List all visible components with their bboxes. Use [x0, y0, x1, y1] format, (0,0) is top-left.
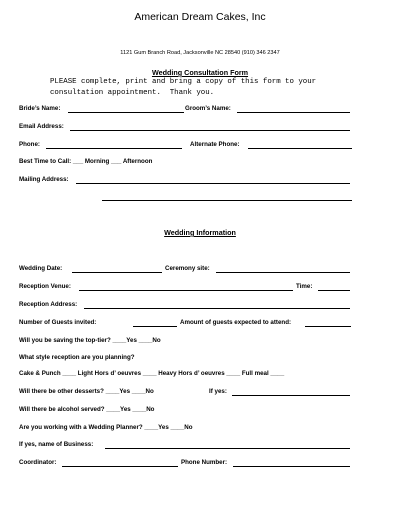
- section-title: Wedding Information: [164, 228, 236, 237]
- alt-phone-label: Alternate Phone:: [190, 141, 240, 148]
- bride-field[interactable]: [68, 112, 184, 113]
- venue-field[interactable]: [79, 290, 293, 291]
- reception-address-field[interactable]: [84, 308, 350, 309]
- mailing-field[interactable]: [76, 183, 350, 184]
- alt-phone-field[interactable]: [248, 148, 352, 149]
- guests-label: Number of Guests invited:: [19, 319, 97, 326]
- business-field[interactable]: [105, 448, 350, 449]
- intro-text: PLEASE complete, print and bring a copy of this form to your consultation appointment. Thank you.: [50, 78, 317, 97]
- ceremony-field[interactable]: [216, 272, 350, 273]
- email-field[interactable]: [70, 130, 350, 131]
- ceremony-label: Ceremony site:: [165, 265, 210, 272]
- mailing-field-2[interactable]: [102, 200, 352, 201]
- reception-address-label: Reception Address:: [19, 301, 78, 308]
- form-title: Wedding Consultation Form: [151, 68, 249, 77]
- company-title: American Dream Cakes, Inc: [134, 11, 266, 23]
- company-address: 1121 Gum Branch Road, Jacksonville NC 28540 (910) 346 2347: [120, 50, 280, 56]
- coordinator-label: Coordinator:: [19, 459, 57, 466]
- phone-number-label: Phone Number:: [181, 459, 228, 466]
- phone-number-field[interactable]: [233, 466, 350, 467]
- desserts-field[interactable]: [232, 395, 350, 396]
- style-question: What style reception are you planning?: [19, 354, 135, 361]
- guests-expected-field[interactable]: [305, 326, 351, 327]
- email-label: Email Address:: [19, 123, 64, 130]
- time-label: Time:: [296, 283, 313, 290]
- mailing-label: Mailing Address:: [19, 176, 69, 183]
- guests-expected-label: Amount of guests expected to attend:: [180, 319, 292, 326]
- best-time-label: Best Time to Call: ___ Morning ___ Afternoon: [19, 158, 153, 165]
- planner-question: Are you working with a Wedding Planner? ____Yes ____No: [19, 424, 193, 431]
- wedding-date-label: Wedding Date:: [19, 265, 63, 272]
- phone-label: Phone:: [19, 141, 40, 148]
- alcohol-question: Will there be alcohol served? ____Yes ____No: [19, 406, 155, 413]
- phone-field[interactable]: [46, 148, 182, 149]
- coordinator-field[interactable]: [62, 466, 178, 467]
- groom-field[interactable]: [237, 112, 350, 113]
- if-yes-label: If yes:: [209, 388, 227, 395]
- bride-label: Bride’s Name:: [19, 105, 61, 112]
- business-label: If yes, name of Business:: [19, 441, 94, 448]
- venue-label: Reception Venue:: [19, 283, 71, 290]
- guests-field[interactable]: [133, 326, 177, 327]
- desserts-question: Will there be other desserts? ____Yes ____No: [19, 388, 154, 395]
- groom-label: Groom’s Name:: [185, 105, 231, 112]
- style-options: Cake & Punch ____ Light Hors d’ oeuvres ____ Heavy Hors d’ oeuvres ____ Full meal ____: [19, 370, 285, 377]
- wedding-date-field[interactable]: [72, 272, 162, 273]
- time-field[interactable]: [318, 290, 350, 291]
- top-tier-question: Will you be saving the top-tier? ____Yes ____No: [19, 337, 161, 344]
